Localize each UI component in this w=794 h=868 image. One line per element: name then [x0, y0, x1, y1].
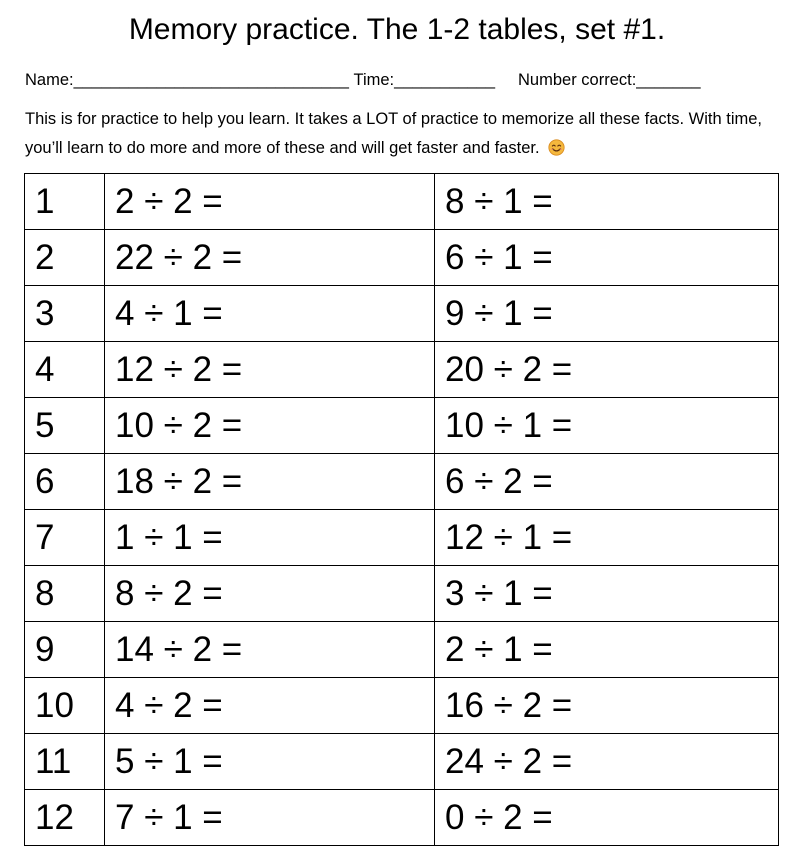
problem-right: 10 ÷ 1 = — [435, 398, 779, 454]
time-label: Time: — [353, 71, 395, 89]
problem-left: 2 ÷ 2 = — [105, 174, 435, 230]
problem-row — [25, 174, 779, 230]
problem-left: 8 ÷ 2 = — [105, 566, 435, 622]
problem-right: 9 ÷ 1 = — [435, 286, 779, 342]
problem-right: 3 ÷ 1 = — [435, 566, 779, 622]
problem-right: 12 ÷ 1 = — [435, 510, 779, 566]
problem-right: 2 ÷ 1 = — [435, 622, 779, 678]
problem-right: 16 ÷ 2 = — [435, 678, 779, 734]
problem-number: 5 — [25, 398, 105, 454]
problem-number: 9 — [25, 622, 105, 678]
problem-right: 6 ÷ 1 = — [435, 230, 779, 286]
problem-number: 2 — [25, 230, 105, 286]
problem-number: 4 — [25, 342, 105, 398]
page-title: Memory practice. The 1-2 tables, set #1. — [128, 13, 666, 46]
problem-row — [25, 454, 779, 510]
name-blank: ______________________________ — [73, 71, 349, 89]
problem-left: 4 ÷ 2 = — [105, 678, 435, 734]
problem-left: 1 ÷ 1 = — [105, 510, 435, 566]
problems-table — [24, 173, 779, 846]
problem-right: 20 ÷ 2 = — [435, 342, 779, 398]
problem-right: 24 ÷ 2 = — [435, 734, 779, 790]
number-correct-blank: _______ — [636, 71, 701, 89]
problem-number: 8 — [25, 566, 105, 622]
problem-left: 12 ÷ 2 = — [105, 342, 435, 398]
problem-row — [25, 230, 779, 286]
problem-row — [25, 510, 779, 566]
problem-number: 12 — [25, 790, 105, 846]
problem-left: 5 ÷ 1 = — [105, 734, 435, 790]
problem-row — [25, 790, 779, 846]
problem-number: 10 — [25, 678, 105, 734]
problem-number: 7 — [25, 510, 105, 566]
problem-number: 6 — [25, 454, 105, 510]
problem-left: 7 ÷ 1 = — [105, 790, 435, 846]
problem-left: 10 ÷ 2 = — [105, 398, 435, 454]
number-correct-label: Number correct: — [518, 71, 637, 89]
problem-number: 11 — [25, 734, 105, 790]
smiling-face-icon — [548, 139, 565, 156]
problem-left: 14 ÷ 2 = — [105, 622, 435, 678]
problem-row — [25, 342, 779, 398]
problem-left: 4 ÷ 1 = — [105, 286, 435, 342]
student-info-line — [25, 68, 785, 92]
problem-right: 0 ÷ 2 = — [435, 790, 779, 846]
intro-paragraph — [25, 105, 785, 163]
name-label: Name: — [25, 71, 74, 89]
intro-text: This is for practice to help you learn. It takes a LOT of practice to memorize all these facts. With time, you’ll learn to do more and more of these and will get faster and faster. — [25, 110, 762, 157]
problem-right: 8 ÷ 1 = — [435, 174, 779, 230]
problem-number: 1 — [25, 174, 105, 230]
problem-left: 18 ÷ 2 = — [105, 454, 435, 510]
problem-left: 22 ÷ 2 = — [105, 230, 435, 286]
problem-row — [25, 678, 779, 734]
problem-row — [25, 566, 779, 622]
problem-row — [25, 734, 779, 790]
problem-row — [25, 398, 779, 454]
problem-right: 6 ÷ 2 = — [435, 454, 779, 510]
problem-row — [25, 286, 779, 342]
problem-number: 3 — [25, 286, 105, 342]
time-blank: ___________ — [394, 71, 496, 89]
problem-row — [25, 622, 779, 678]
